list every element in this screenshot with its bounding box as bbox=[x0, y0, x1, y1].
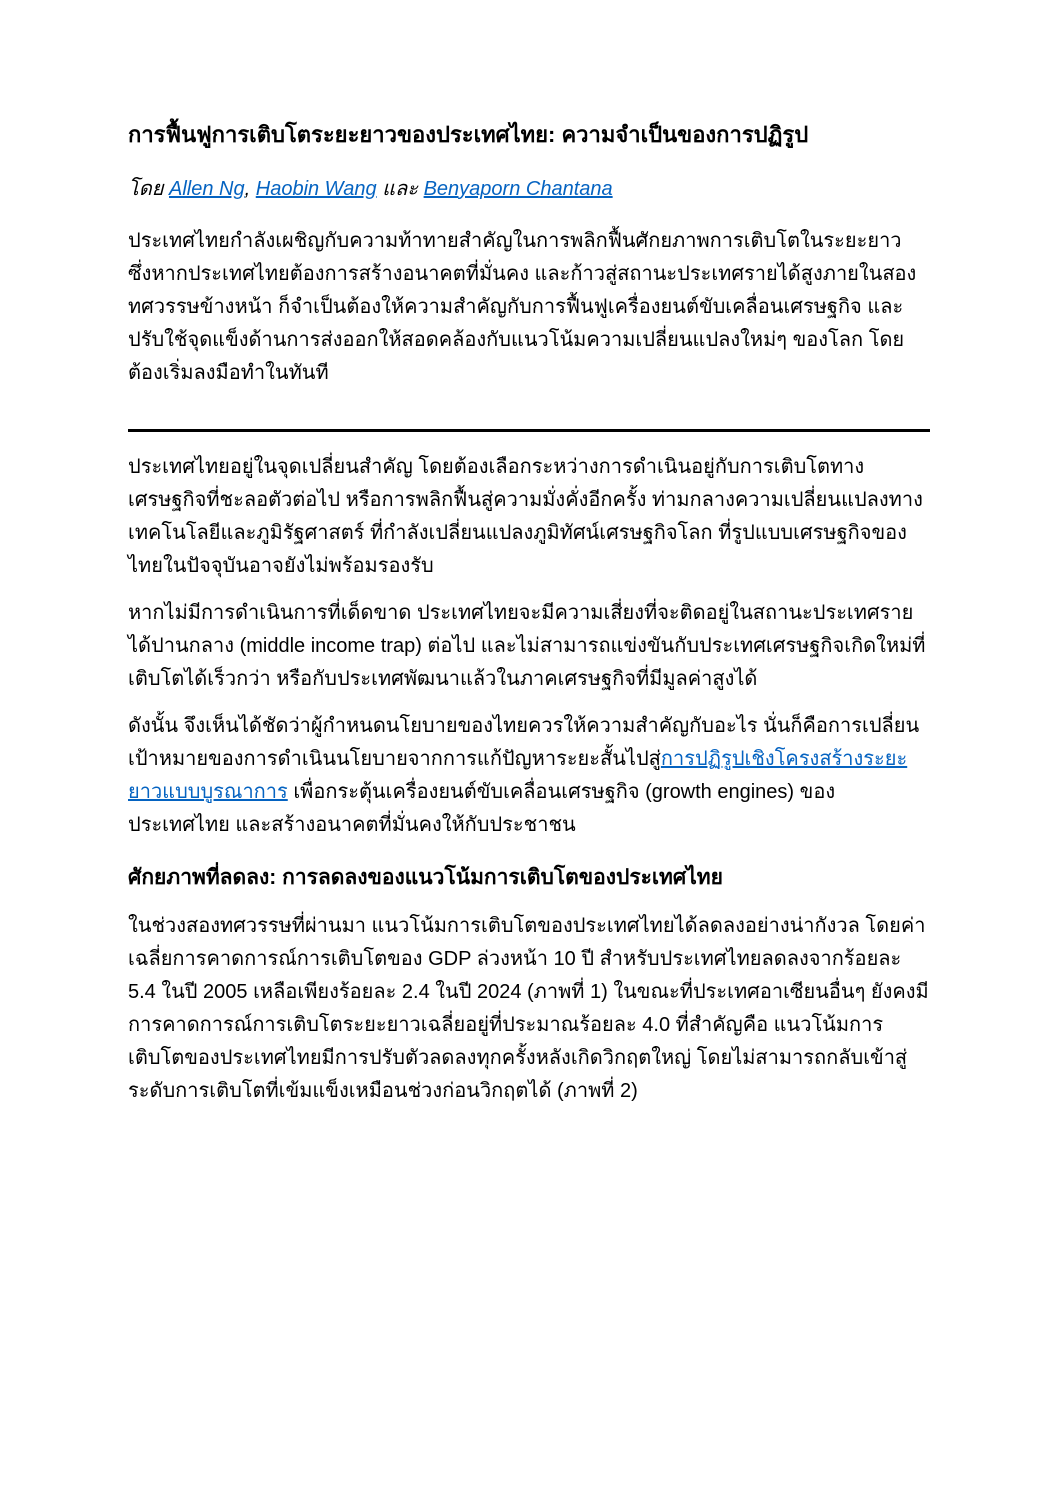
byline bbox=[128, 173, 930, 206]
page-title: การฟื้นฟูการเติบโตระยะยาวของประเทศไทย: ความจำเป็นของการปฏิรูป bbox=[128, 122, 809, 147]
section-heading-declining-potential: ศักยภาพที่ลดลง: การลดลงของแนวโน้มการเติบโตของประเทศไทย bbox=[128, 866, 723, 889]
section-divider bbox=[128, 429, 930, 432]
paragraph-reform bbox=[128, 710, 930, 842]
paragraph-growth-trend: ในช่วงสองทศวรรษที่ผ่านมา แนวโน้มการเติบโตของประเทศไทยได้ลดลงอย่างน่ากังวล โดยค่าเฉลี่ยการคาดการณ์การเติบโตของ GDP ล่วงหน้า 10 ปี สำหรับประเทศไทยลดลงจากร้อยละ 5.4 ในปี 2005 เหลือเพียงร้อยละ 2.4 ในปี 2024 (ภาพที่ 1) ในขณะที่ประเทศอาเซียนอื่นๆ ยังคงมีการคาดการณ์การเติบโตระยะยาวเฉลี่ยอยู่ที่ประมาณร้อยละ 4.0 ที่สำคัญคือ แนวโน้มการเติบโตของประเทศไทยมีการปรับตัวลดลงทุกครั้งหลังเกิดวิกฤตใหญ่ โดยไม่สามารถกลับเข้าสู่ระดับการเติบโตที่เข้มแข็งเหมือนช่วงก่อนวิกฤตได้ (ภาพที่ 2) bbox=[128, 915, 929, 1102]
structural-reform-link[interactable]: การปฏิรูปเชิงโครงสร้างระยะยาวแบบบูรณาการ bbox=[128, 748, 908, 803]
paragraph-reform-text-before: ดังนั้น จึงเห็นได้ชัดว่าผู้กำหนดนโยบายของไทยควรให้ความสำคัญกับอะไร นั่นก็คือการเปลี่ยนเป้าหมายของการดำเนินนโยบายจากการแก้ปัญหาระยะสั้นไปสู่ bbox=[128, 715, 920, 770]
paragraph-reform-text-after: เพื่อกระตุ้นเครื่องยนต์ขับเคลื่อนเศรษฐกิจ (growth engines) ของประเทศไทย และสร้างอนาคตที่มั่นคงให้กับประชาชน bbox=[128, 781, 836, 836]
byline-by-label: โดย bbox=[128, 178, 170, 200]
paragraph-turning-point: ประเทศไทยอยู่ในจุดเปลี่ยนสำคัญ โดยต้องเลือกระหว่างการดำเนินอยู่กับการเติบโตทางเศรษฐกิจที่ชะลอตัวต่อไป หรือการพลิกฟื้นสู่ความมั่งคั่งอีกครั้ง ท่ามกลางความเปลี่ยนแปลงทางเทคโนโลยีและภูมิรัฐศาสตร์ ที่กำลังเปลี่ยนแปลงภูมิทัศน์เศรษฐกิจโลก ที่รูปแบบเศรษฐกิจของไทยในปัจจุบันอาจยังไม่พร้อมรองรับ bbox=[128, 456, 923, 577]
byline-comma: , bbox=[244, 178, 256, 200]
paragraph-middle-income-trap: หากไม่มีการดำเนินการที่เด็ดขาด ประเทศไทยจะมีความเสี่ยงที่จะติดอยู่ในสถานะประเทศรายได้ปานกลาง (middle income trap) ต่อไป และไม่สามารถแข่งขันกับประเทศเศรษฐกิจเกิดใหม่ที่เติบโตได้เร็วกว่า หรือกับประเทศพัฒนาแล้วในภาคเศรษฐกิจที่มีมูลค่าสูงได้ bbox=[128, 602, 926, 690]
lede-paragraph: ประเทศไทยกำลังเผชิญกับความท้าทายสำคัญในการพลิกฟื้นศักยภาพการเติบโตในระยะยาว ซึ่งหากประเทศไทยต้องการสร้างอนาคตที่มั่นคง และก้าวสู่สถานะประเทศรายได้สูงภายในสองทศวรรษข้างหน้า ก็จำเป็นต้องให้ความสำคัญกับการฟื้นฟูเครื่องยนต์ขับเคลื่อนเศรษฐกิจ และปรับใช้จุดแข็งด้านการส่งออกให้สอดคล้องกับแนวโน้มความเปลี่ยนแปลงใหม่ๆ ของโลก โดยต้องเริ่มลงมือทำในทันที bbox=[128, 230, 917, 384]
author-link-benyaporn-chantana[interactable]: Benyaporn Chantana bbox=[423, 178, 613, 200]
author-link-haobin-wang[interactable]: Haobin Wang bbox=[255, 178, 377, 200]
byline-and-label: และ bbox=[376, 178, 424, 200]
author-link-allen-ng[interactable]: Allen Ng bbox=[169, 178, 245, 200]
